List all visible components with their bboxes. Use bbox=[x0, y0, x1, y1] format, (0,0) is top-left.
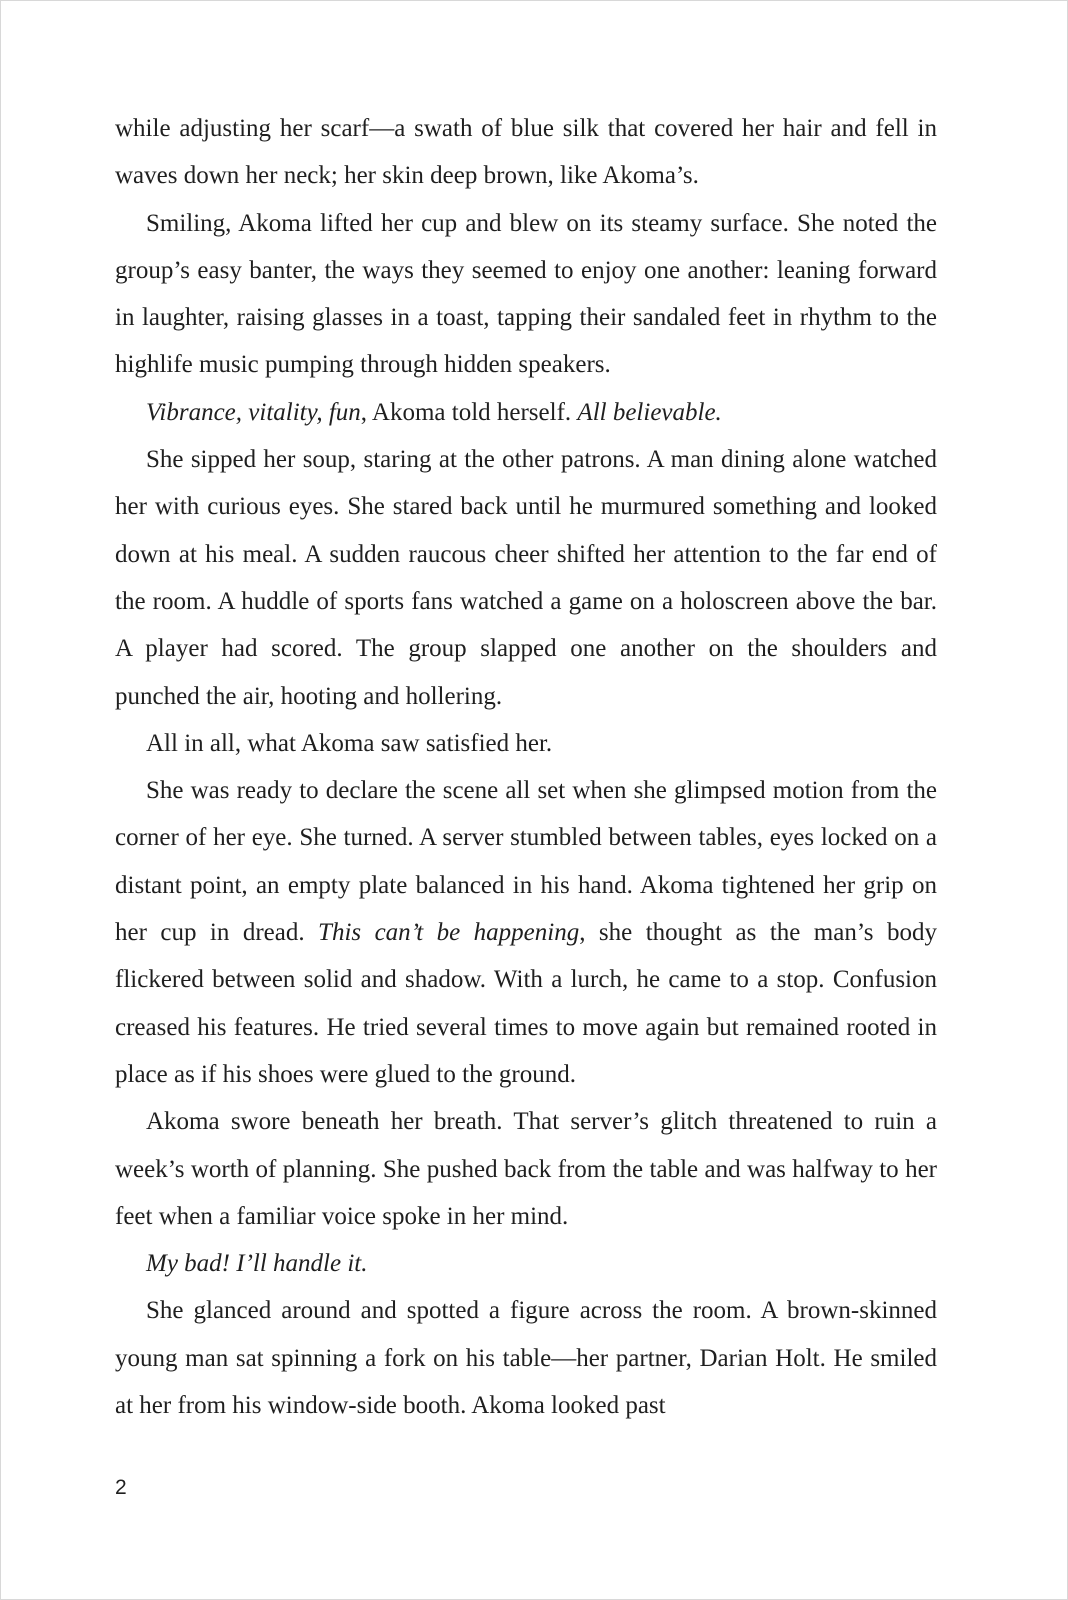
paragraph-3 bbox=[115, 389, 937, 436]
text-span: She glanced around and spotted a figure across the room. A brown-skinned young man sat spinning a fork on his table—her partner, Darian Holt. He smiled at her from his window-side booth. Akoma looked past bbox=[115, 1297, 937, 1420]
paragraph-5 bbox=[115, 720, 937, 767]
body-text bbox=[115, 105, 937, 1429]
text-span: while adjusting her scarf—a swath of blue silk that covered her hair and fell in waves down her neck; her skin deep brown, like Akoma’s. bbox=[115, 115, 937, 190]
text-span: She sipped her soup, staring at the other patrons. A man dining alone watched her with curious eyes. She stared back until he murmured something and looked down at his meal. A sudden raucous cheer shifted her attention to the far end of the room. A huddle of sports fans watched a game on a holoscreen above the bar. A player had scored. The group slapped one another on the shoulders and punched the air, hooting and hollering. bbox=[115, 446, 937, 710]
text-span: , Akoma told herself. bbox=[360, 398, 578, 426]
paragraph-4 bbox=[115, 436, 937, 720]
italic-thought: This can’t be happening bbox=[318, 919, 580, 947]
italic-thought: Vibrance, vitality, fun bbox=[146, 398, 361, 426]
page-number: 2 bbox=[115, 1476, 127, 1499]
paragraph-1 bbox=[115, 105, 937, 200]
text-span: All in all, what Akoma saw satisfied her. bbox=[146, 729, 553, 757]
text-span: , she thought as the man’s body flickered between solid and shadow. With a lurch, he came to a stop. Confusion creased his features. He tried several times to move again but remained rooted in place as if his shoes were glued to the ground. bbox=[115, 919, 937, 1088]
paragraph-8 bbox=[115, 1240, 937, 1287]
paragraph-2 bbox=[115, 200, 937, 389]
paragraph-6 bbox=[115, 767, 937, 1098]
italic-thought: My bad! I’ll handle it. bbox=[146, 1250, 368, 1278]
paragraph-9 bbox=[115, 1287, 937, 1429]
text-span: Akoma swore beneath her breath. That server’s glitch threatened to ruin a week’s worth of planning. She pushed back from the table and was halfway to her feet when a familiar voice spoke in her mind. bbox=[115, 1108, 937, 1230]
text-span: She was ready to declare the scene all set when she glimpsed motion from the corner of her eye. She turned. A server stumbled between tables, eyes locked on a distant point, an empty plate balanced in his hand. Akoma tightened her grip on her cup in dread. bbox=[115, 777, 937, 947]
italic-thought: All believable. bbox=[577, 398, 722, 426]
text-span: Smiling, Akoma lifted her cup and blew on its steamy surface. She noted the group’s easy banter, the ways they seemed to enjoy one another: leaning forward in laughter, raising glasses in a toast, tapping their sandaled feet in rhythm to the highlife music pumping through hidden speakers. bbox=[115, 209, 937, 379]
paragraph-7 bbox=[115, 1098, 937, 1240]
